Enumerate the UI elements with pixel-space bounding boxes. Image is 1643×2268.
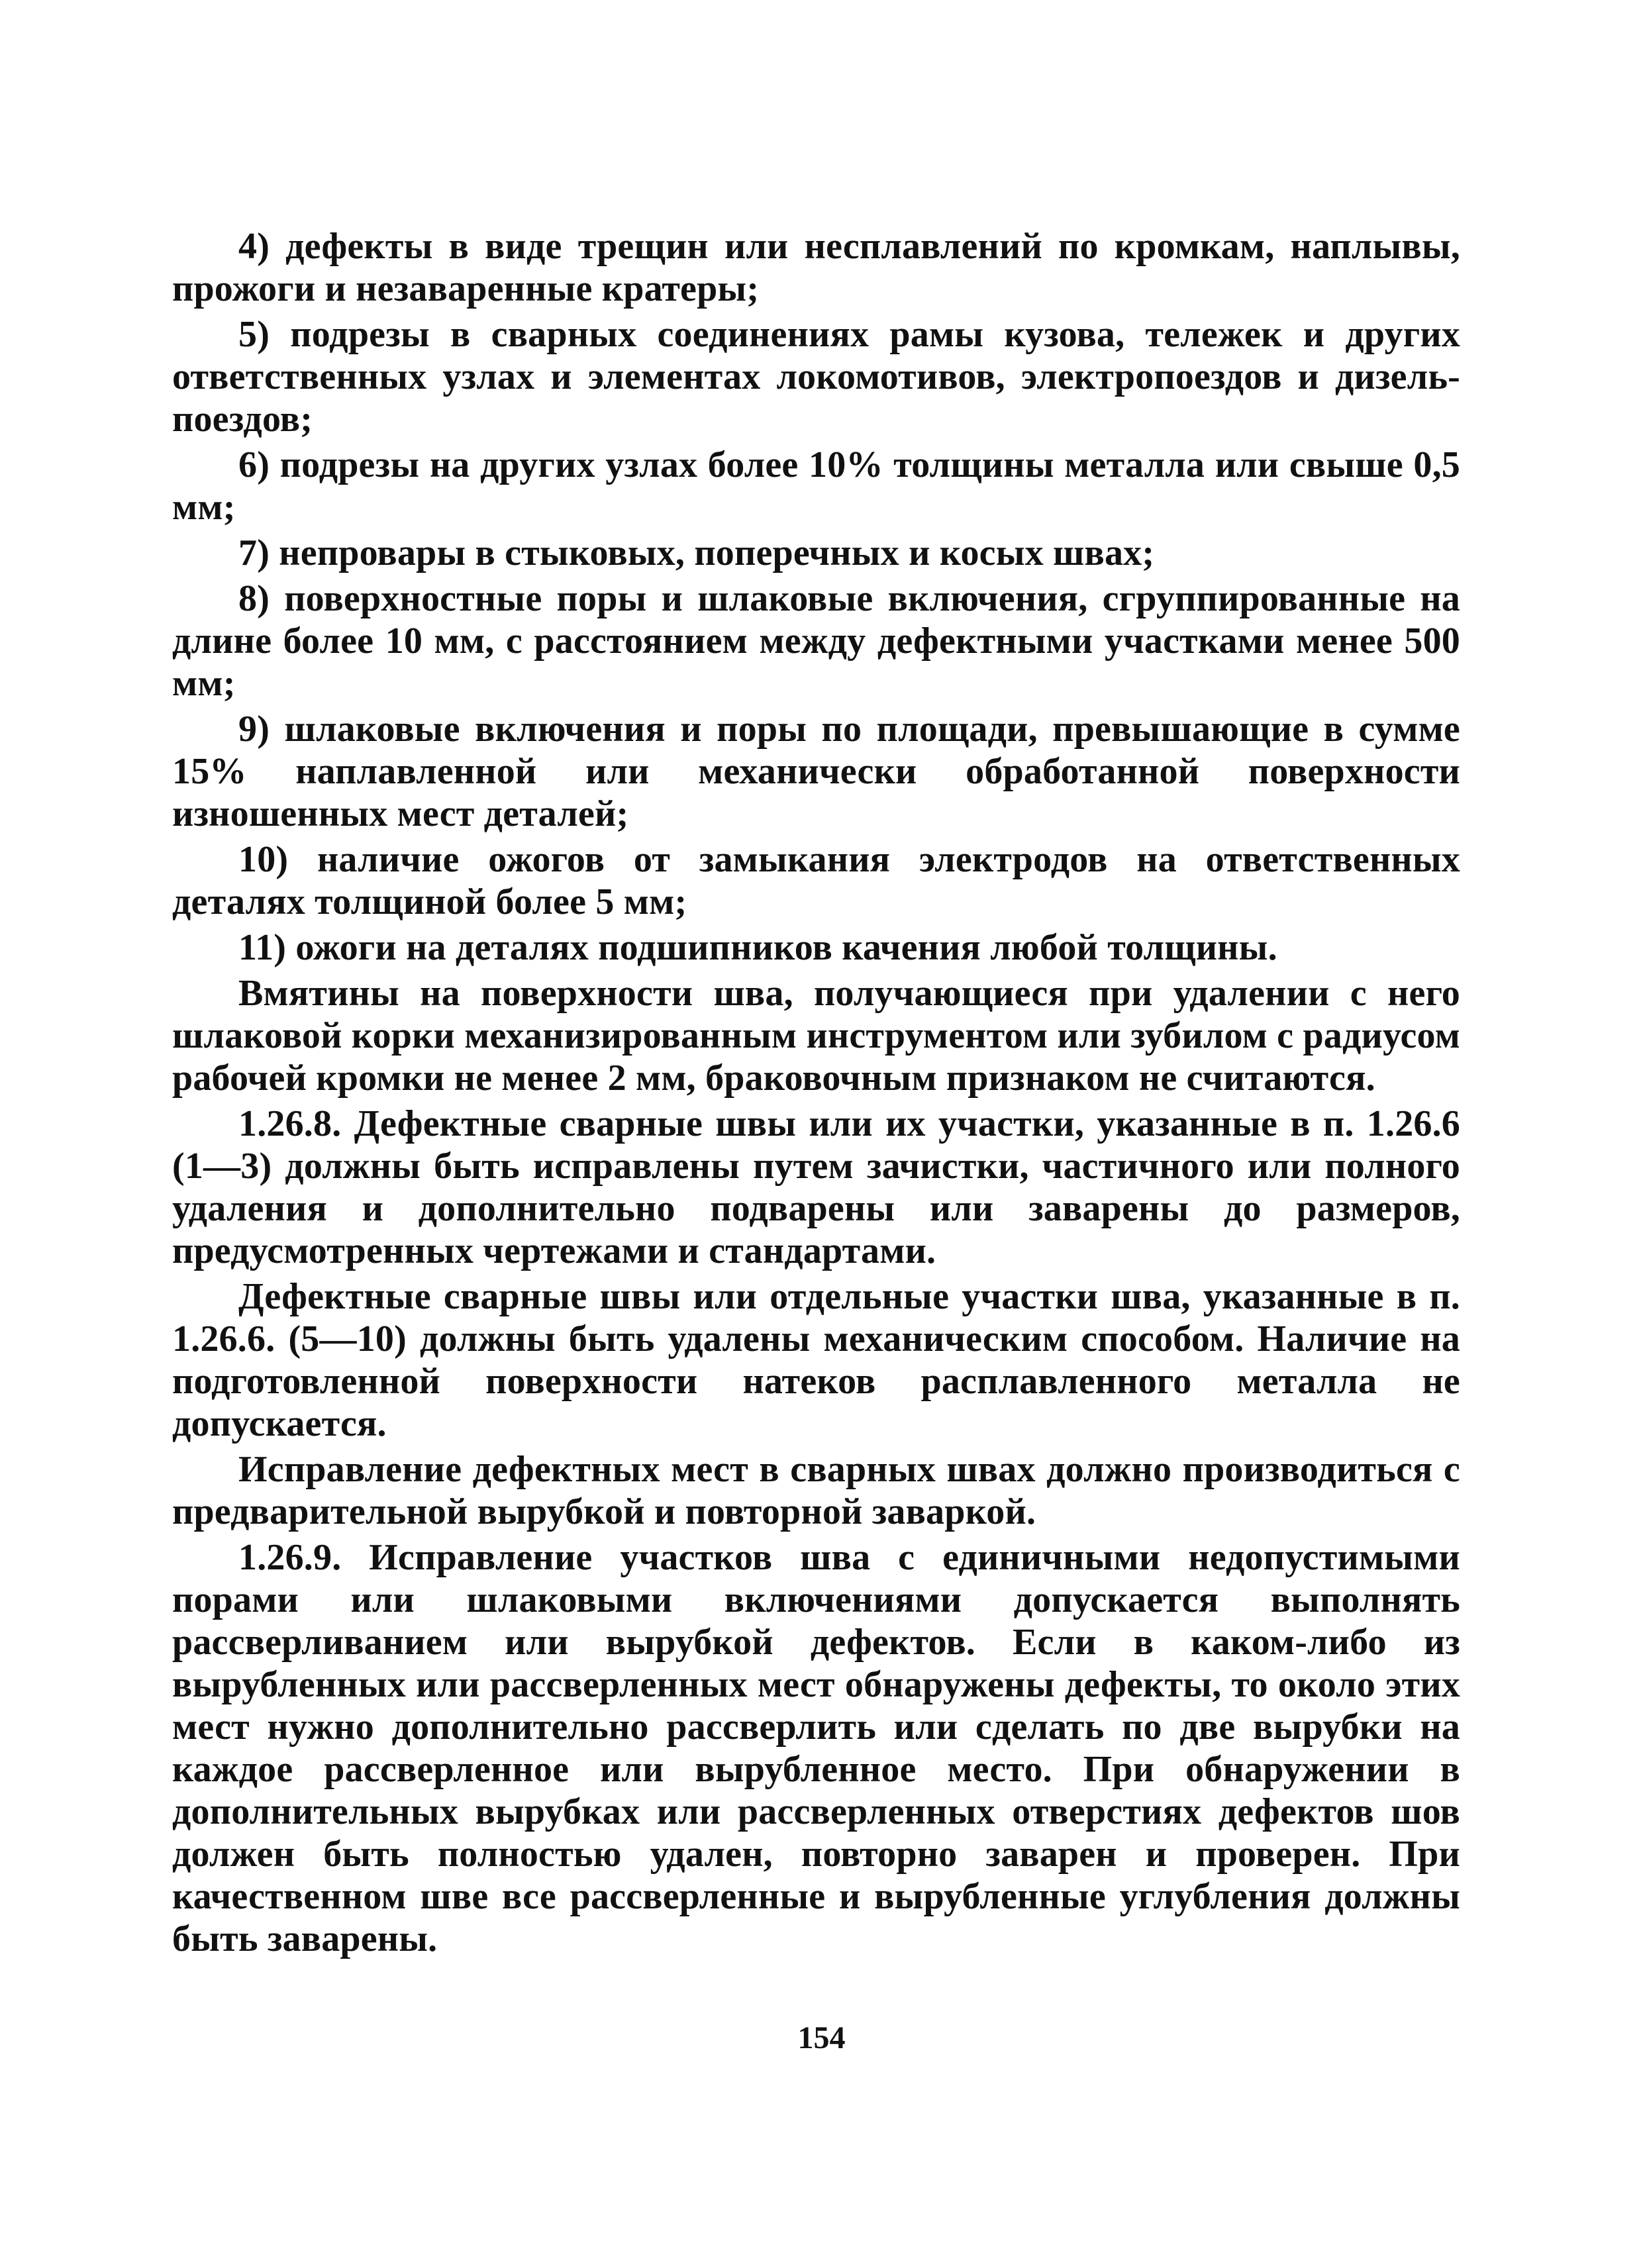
list-item-6: 6) подрезы на других узлах более 10% толщины металла или свыше 0,5 мм;	[172, 444, 1460, 528]
list-item-5: 5) подрезы в сварных соединениях рамы кузова, тележек и других ответственных узлах и элементах локомотивов, электропоездов и дизель-поездов;	[172, 314, 1460, 440]
page-number: 154	[797, 2020, 846, 2055]
list-item-7: 7) непровары в стыковых, поперечных и косых швах;	[238, 532, 1155, 573]
list-item-11: 11) ожоги на деталях подшипников качения любой толщины.	[238, 927, 1277, 968]
clause-1-26-9: 1.26.9. Исправление участков шва с единичными недопустимыми порами или шлаковыми включениями допускается выполнять рассверливанием или вырубкой дефектов. Если в каком-либо из вырубленных или рассверленных мест обнаружены дефекты, то около этих мест нужно дополнительно рассверлить или сделать по две вырубки на каждое рассверленное или вырубленное место. При обнаружении в дополнительных вырубках или рассверленных отверстиях дефектов шов должен быть полностью удален, повторно заварен и проверен. При качественном шве все рассверленные и вырубленные углубления должны быть заварены.	[172, 1537, 1460, 1959]
list-item-8: 8) поверхностные поры и шлаковые включения, сгруппированные на длине более 10 мм, с расстоянием между дефектными участками менее 500 мм;	[172, 578, 1460, 704]
page-body	[172, 225, 1460, 1963]
dents-paragraph: Вмятины на поверхности шва, получающиеся при удалении с него шлаковой корки механизированным инструментом или зубилом с радиусом рабочей кромки не менее 2 мм, браковочным признаком не считаются.	[172, 973, 1460, 1099]
list-item-9: 9) шлаковые включения и поры по площади, превышающие в сумме 15% наплавленной или механически обработанной поверхности изношенных мест деталей;	[172, 709, 1460, 834]
clause-1-26-8: 1.26.8. Дефектные сварные швы или их участки, указанные в п. 1.26.6 (1—3) должны быть исправлены путем зачистки, частичного или полного удаления и дополнительно подварены или заварены до размеров, предусмотренных чертежами и стандартами.	[172, 1103, 1460, 1271]
list-item-4: 4) дефекты в виде трещин или несплавлений по кромкам, наплывы, прожоги и незаваренные кратеры;	[172, 226, 1460, 309]
defective-welds-paragraph: Дефектные сварные швы или отдельные участки шва, указанные в п. 1.26.6. (5—10) должны быть удалены механическим способом. Наличие на подготовленной поверхности натеков расплавленного металла не допускается.	[172, 1276, 1460, 1444]
correction-paragraph: Исправление дефектных мест в сварных швах должно производиться с предварительной вырубкой и повторной заваркой.	[172, 1449, 1460, 1532]
list-item-10: 10) наличие ожогов от замыкания электродов на ответственных деталях толщиной более 5 мм;	[172, 839, 1460, 922]
